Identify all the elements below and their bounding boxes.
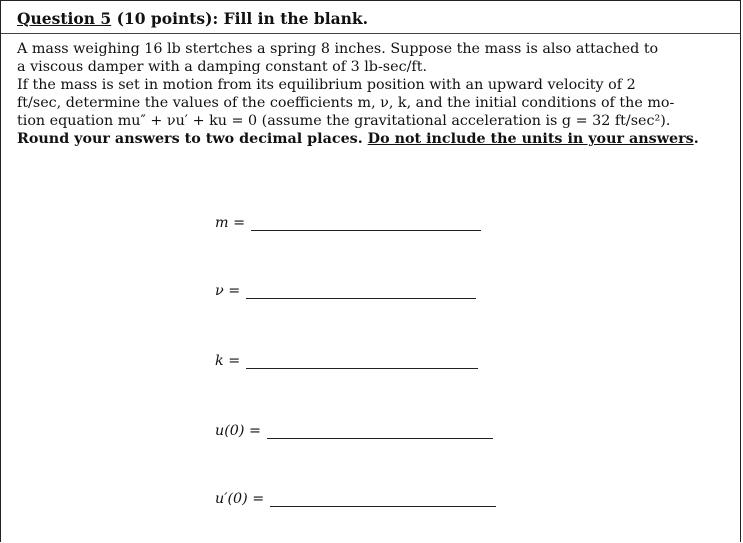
answer-row-nu	[215, 283, 476, 299]
answer-row-du0	[215, 491, 496, 507]
question-line-2: a viscous damper with a damping constant of 3 lb-sec/ft.	[17, 59, 427, 75]
answer-label-du0: u′(0) =	[215, 491, 265, 507]
answer-label-m: m =	[215, 215, 246, 231]
question-points-label: (10 points): Fill in the blank.	[111, 9, 369, 28]
answer-row-k	[215, 353, 478, 369]
instruction-period: .	[693, 131, 699, 147]
answer-blank-nu[interactable]	[246, 286, 476, 299]
question-line-3: If the mass is set in motion from its equilibrium position with an upward velocity of 2	[17, 77, 636, 93]
round-instruction: Round your answers to two decimal places.	[17, 131, 368, 147]
answer-label-k: k =	[215, 353, 241, 369]
answer-blank-m[interactable]	[251, 218, 481, 231]
instruction-line	[17, 130, 729, 148]
answer-blank-k[interactable]	[246, 356, 478, 369]
title-divider	[1, 33, 740, 34]
units-instruction: Do not include the units in your answers	[367, 131, 694, 147]
question-line-4: ft/sec, determine the values of the coefficients m, ν, k, and the initial conditions of the mo-	[17, 95, 675, 111]
question-number: Question 5	[17, 9, 112, 28]
answer-row-m	[215, 215, 481, 231]
question-line-5: tion equation mu″ + νu′ + ku = 0 (assume the gravitational acceleration is g = 32 ft/sec²).	[17, 113, 671, 129]
answer-label-u0: u(0) =	[215, 423, 261, 439]
question-title	[17, 9, 368, 28]
question-text	[17, 40, 729, 148]
answer-row-u0	[215, 423, 493, 439]
answer-label-nu: ν =	[215, 283, 241, 299]
answer-blank-u0[interactable]	[267, 426, 493, 439]
answer-blank-du0[interactable]	[270, 494, 496, 507]
question-line-1: A mass weighing 16 lb stertches a spring 8 inches. Suppose the mass is also attached to	[17, 41, 659, 57]
